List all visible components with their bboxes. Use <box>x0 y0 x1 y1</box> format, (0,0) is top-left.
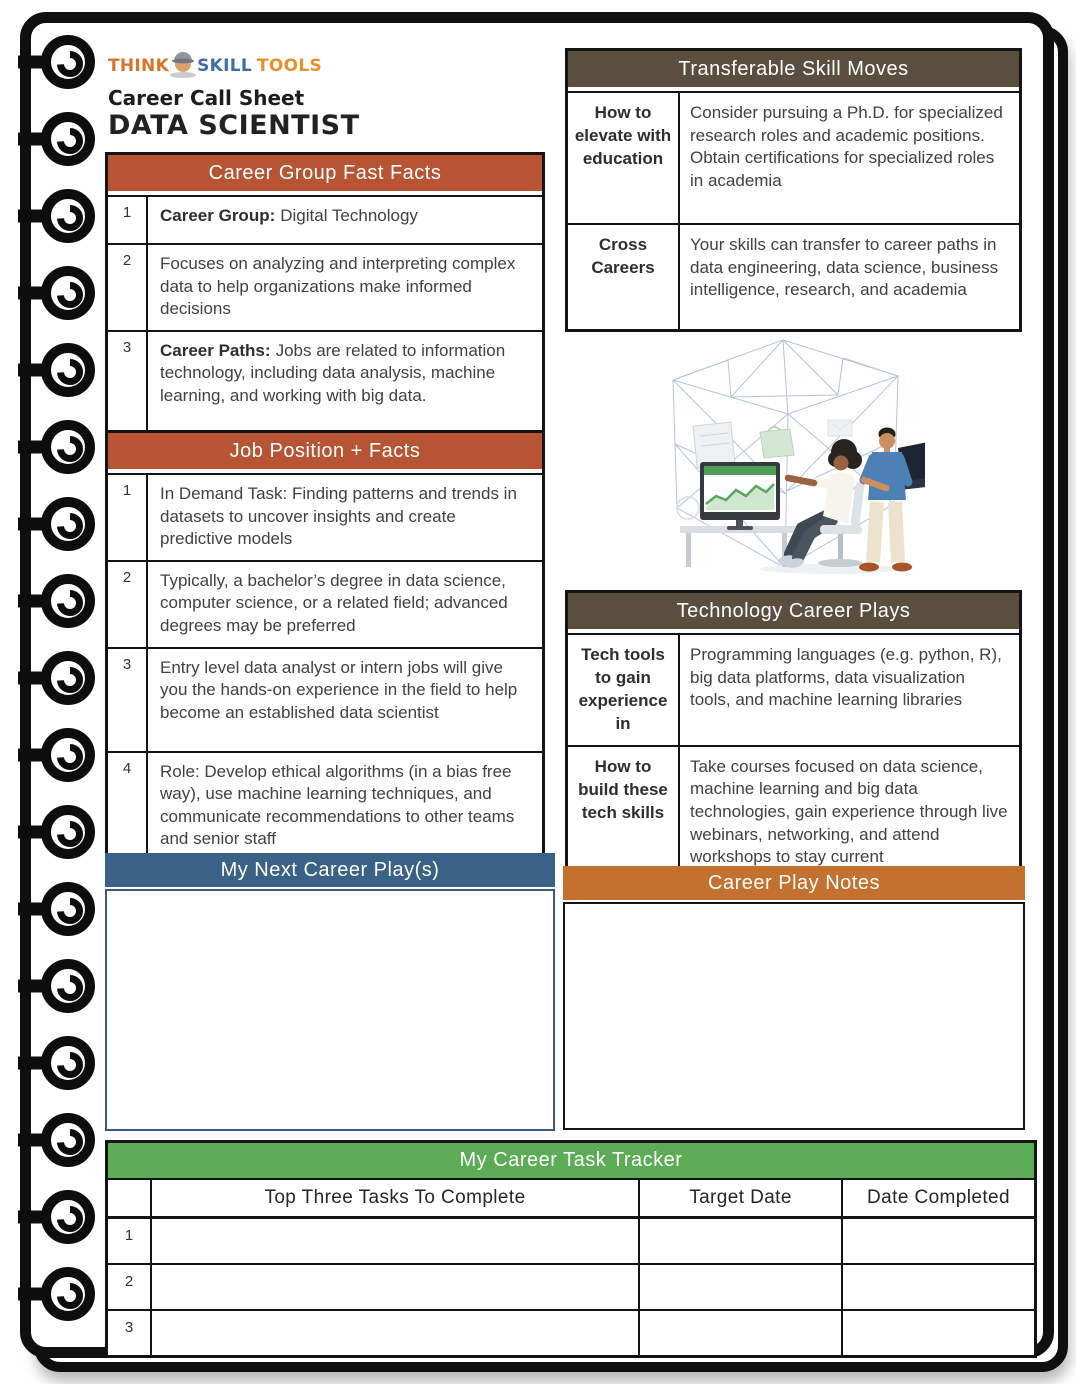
next-play-header: My Next Career Play(s) <box>105 853 555 887</box>
thinker-mascot-icon <box>168 44 198 80</box>
row-number: 1 <box>108 197 148 243</box>
row-label: Career Paths: <box>160 340 271 360</box>
row-number: 1 <box>124 1227 134 1244</box>
row-text: Role: Develop ethical algorithms (in a bias free way), use machine learning techniques, and communicate recommendations to other teams and senior staff <box>160 761 515 849</box>
row-text-cell <box>148 649 542 751</box>
row-label: How to build these tech skills <box>568 747 680 878</box>
task-input-cell[interactable] <box>150 1265 638 1309</box>
tracker-column-headers <box>108 1180 1034 1219</box>
row-label: Career Group: <box>160 206 276 225</box>
tracker-row <box>108 1263 1034 1309</box>
date-completed-input-cell[interactable] <box>841 1219 1034 1263</box>
next-play-writing-area[interactable] <box>105 889 555 1131</box>
date-completed-input-cell[interactable] <box>841 1311 1034 1355</box>
sheet-subtitle: Career Call Sheet <box>108 86 305 110</box>
brand-tools: TOOLS <box>256 56 323 76</box>
row-text: Focuses on analyzing and interpreting complex data to help organizations make informed decisions <box>160 254 516 319</box>
table-row <box>108 751 542 860</box>
brand-think: THINK <box>108 56 170 76</box>
row-label: Tech tools to gain experience in <box>568 635 680 745</box>
tracker-row <box>108 1309 1034 1355</box>
table-row <box>568 635 1019 745</box>
row-text: Programming languages (e.g. python, R), big data platforms, data visualization tools, and machine learning libraries <box>690 645 1002 710</box>
tracker-date-completed-column-header: Date Completed <box>841 1180 1034 1216</box>
tracker-tasks-column-header: Top Three Tasks To Complete <box>150 1180 638 1216</box>
row-text-cell <box>148 197 542 243</box>
fast-facts-panel <box>105 152 545 433</box>
page-title: DATA SCIENTIST <box>108 110 360 141</box>
tracker-target-date-column-header: Target Date <box>638 1180 841 1216</box>
date-completed-input-cell[interactable] <box>841 1265 1034 1309</box>
row-number: 3 <box>108 649 148 751</box>
row-text: Take courses focused on data science, machine learning and big data technologies, gain experience through live webinars, networking, and attend workshops to stay current <box>690 756 1008 867</box>
table-row <box>568 93 1019 223</box>
row-text: In Demand Task: Finding patterns and trends in datasets to uncover insights and create predictive models <box>160 484 517 549</box>
row-number: 4 <box>108 753 148 860</box>
team-illustration <box>640 336 925 576</box>
row-number: 2 <box>108 562 148 647</box>
transferable-header: Transferable Skill Moves <box>568 51 1019 87</box>
tracker-row <box>108 1219 1034 1263</box>
row-text: Entry level data analyst or intern jobs will give you the hands-on experience in the field to help become an established data scientist <box>160 657 518 722</box>
job-facts-header: Job Position + Facts <box>108 433 542 469</box>
row-text-cell <box>148 332 542 430</box>
fast-facts-header: Career Group Fast Facts <box>108 155 542 191</box>
table-row <box>568 223 1019 329</box>
row-text: Your skills can transfer to career paths in data engineering, data science, business intelligence, research, and academia <box>690 235 999 300</box>
table-row <box>568 745 1019 878</box>
row-number: 2 <box>124 1273 134 1290</box>
task-input-cell[interactable] <box>150 1219 638 1263</box>
brand-logo <box>108 48 322 84</box>
row-text-cell <box>148 475 542 560</box>
row-text-cell <box>148 562 542 647</box>
target-date-input-cell[interactable] <box>638 1265 841 1309</box>
row-text: Consider pursuing a Ph.D. for specialized research roles and academic positions. Obtain certifications for specialized roles in academia <box>690 103 1003 190</box>
table-row <box>108 475 542 560</box>
target-date-input-cell[interactable] <box>638 1311 841 1355</box>
row-number: 1 <box>108 475 148 560</box>
row-text-cell <box>148 753 542 860</box>
table-row <box>108 330 542 430</box>
table-row <box>108 197 542 243</box>
technology-header: Technology Career Plays <box>568 593 1019 629</box>
table-row <box>108 560 542 647</box>
tracker-header: My Career Task Tracker <box>108 1143 1034 1180</box>
spiral-binding-icon <box>0 0 120 1384</box>
table-row <box>108 647 542 751</box>
row-label: How to elevate with education <box>568 93 680 223</box>
row-number: 3 <box>124 1319 134 1336</box>
row-text-cell <box>148 245 542 330</box>
row-number: 2 <box>108 245 148 330</box>
transferable-panel <box>565 48 1022 332</box>
target-date-input-cell[interactable] <box>638 1219 841 1263</box>
row-text: Digital Technology <box>280 206 418 225</box>
brand-skill: SKILL <box>197 56 252 76</box>
job-facts-panel <box>105 430 545 863</box>
row-number: 3 <box>108 332 148 430</box>
notes-header: Career Play Notes <box>563 866 1025 900</box>
row-text: Typically, a bachelor’s degree in data science, computer science, or a related field; advanced degrees may be preferred <box>160 570 508 636</box>
technology-panel <box>565 590 1022 881</box>
row-label: Cross Careers <box>568 225 680 329</box>
row-text: Jobs are related to information technology, including data analysis, machine learning, and working with big data. <box>160 340 506 406</box>
task-input-cell[interactable] <box>150 1311 638 1355</box>
table-row <box>108 243 542 330</box>
notes-writing-area[interactable] <box>563 902 1025 1130</box>
task-tracker-panel <box>105 1140 1037 1358</box>
